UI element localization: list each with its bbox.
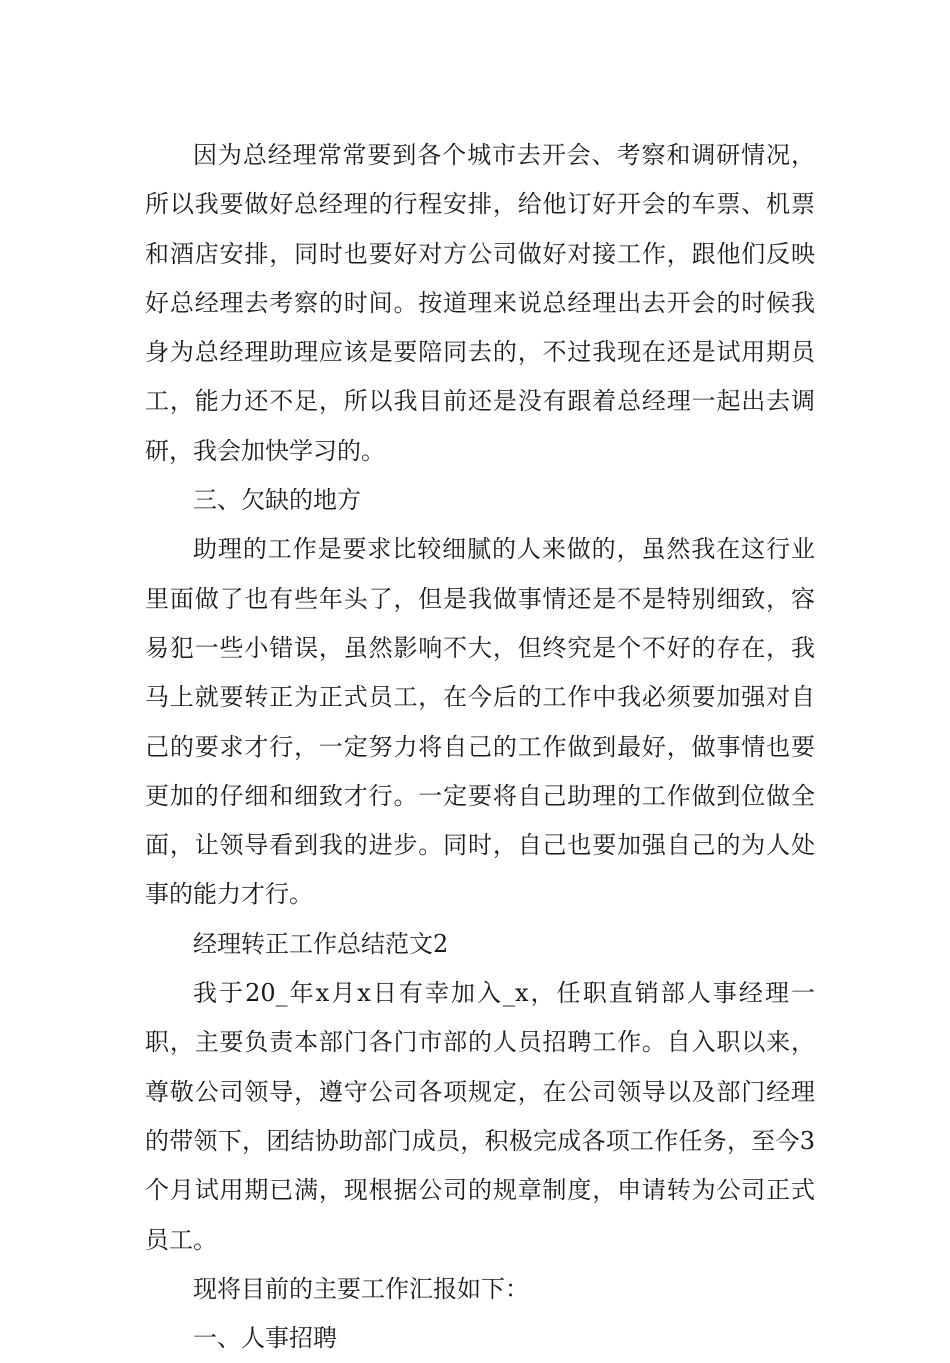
paragraph-introduction: 我于20_年x月x日有幸加入_x，任职直销部人事经理一职，主要负责本部门各门市部的人员招聘工作。自入职以来，尊敬公司领导，遵守公司各项规定，在公司领导以及部门经理的带领下，团结协助部门成员，积极完成各项工作任务，至今3个月试用期已满，现根据公司的规章制度，申请转为公司正式员工。	[145, 979, 815, 1254]
section-heading-shortcomings: 三、欠缺的地方	[193, 486, 361, 515]
paragraph-travel-arrangements: 因为总经理常常要到各个城市去开会、考察和调研情况，所以我要做好总经理的行程安排，给他订好开会的车票、机票和酒店安排，同时也要好对方公司做好对接工作，跟他们反映好总经理去考察的时间。按道理来说总经理出去开会的时候我身为总经理助理应该是要陪同去的，不过我现在还是试用期员工，能力还不足，所以我目前还是没有跟着总经理一起出去调研，我会加快学习的。	[145, 141, 815, 465]
section-heading-recruitment: 一、人事招聘	[193, 1324, 337, 1353]
paragraph-report-intro: 现将目前的主要工作汇报如下：	[193, 1274, 529, 1303]
document-body	[145, 131, 815, 1363]
article-title: 经理转正工作总结范文2	[193, 929, 449, 958]
paragraph-shortcomings: 助理的工作是要求比较细腻的人来做的，虽然我在这行业里面做了也有些年头了，但是我做事情还是不是特别细致，容易犯一些小错误，虽然影响不大，但终究是个不好的存在，我马上就要转正为正式员工，在今后的工作中我必须要加强对自己的要求才行，一定努力将自己的工作做到最好，做事情也要更加的仔细和细致才行。一定要将自己助理的工作做到位做全面，让领导看到我的进步。同时，自己也要加强自己的为人处事的能力才行。	[145, 535, 815, 909]
